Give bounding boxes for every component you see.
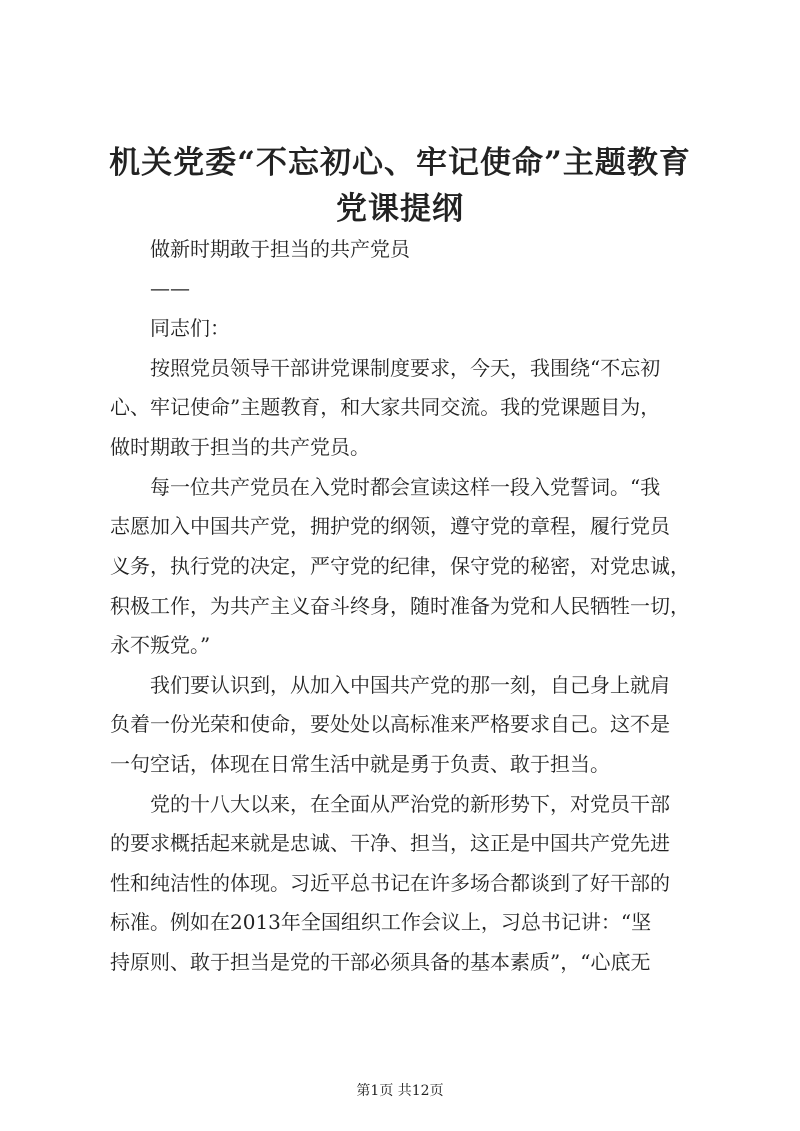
greeting: 同志们： <box>150 316 230 340</box>
body-line: 积极工作，为共产主义奋斗终身，随时准备为党和人民牺牲一切， <box>110 594 690 618</box>
body-line: 永不叛党。” <box>110 633 211 657</box>
body-line: 标准。例如在2013年全国组织工作会议上，习总书记讲：“坚 <box>110 910 652 934</box>
body-line: 义务，执行党的决定，严守党的纪律，保守党的秘密，对党忠诚， <box>110 554 690 578</box>
body-line: 负着一份光荣和使命，要处处以高标准来严格要求自己。这不是 <box>110 712 670 736</box>
body-line: 的要求概括起来就是忠诚、干净、担当，这正是中国共产党先进 <box>110 831 670 855</box>
subtitle: 做新时期敢于担当的共产党员 <box>150 237 410 261</box>
page-footer: 第1页 共12页 <box>356 1083 444 1099</box>
body-line: 性和纯洁性的体现。习近平总书记在许多场合都谈到了好干部的 <box>110 871 670 895</box>
body-line: 一句空话，体现在日常生活中就是勇于负责、敢于担当。 <box>110 752 610 776</box>
body-line: 做时期敢于担当的共产党员。 <box>110 435 370 459</box>
body-line: 持原则、敢于担当是党的干部必须具备的基本素质”，“心底无 <box>110 950 651 974</box>
body-line: 党的十八大以来，在全面从严治党的新形势下，对党员干部 <box>150 792 670 816</box>
body-line: 每一位共产党员在入党时都会宣读这样一段入党誓词。“我 <box>150 475 661 499</box>
subtitle-dash: —— <box>150 276 190 300</box>
body-line: 按照党员领导干部讲党课制度要求，今天，我围绕“不忘初 <box>150 356 661 380</box>
body-line: 心、牢记使命”主题教育，和大家共同交流。我的党课题目为， <box>110 395 661 419</box>
body-line: 志愿加入中国共产党，拥护党的纲领，遵守党的章程，履行党员 <box>110 514 670 538</box>
document-title: 机关党委“不忘初心、牢记使命”主题教育党课提纲 <box>109 145 691 227</box>
body-line: 我们要认识到，从加入中国共产党的那一刻，自己身上就肩 <box>150 673 670 697</box>
